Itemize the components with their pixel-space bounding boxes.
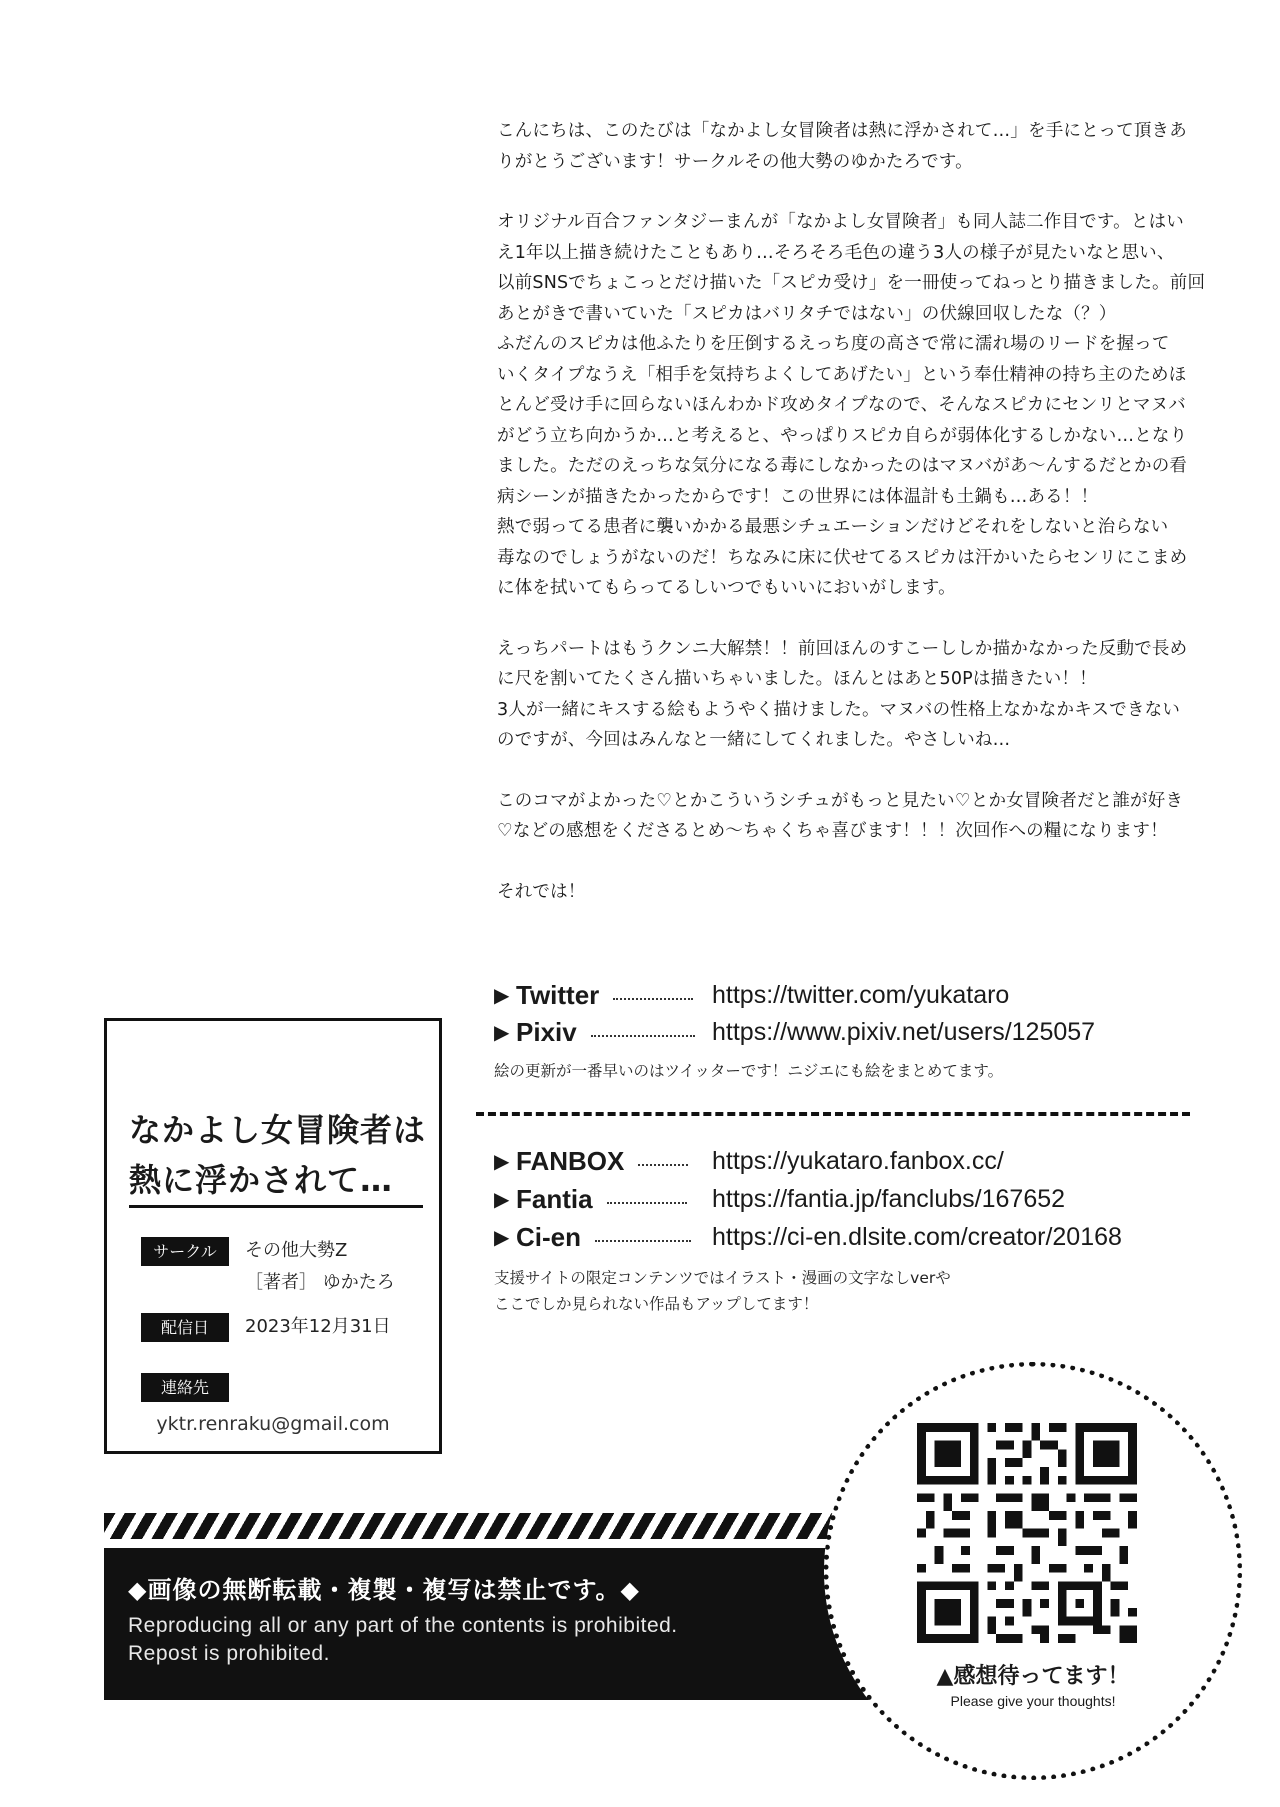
contact-label: 連絡先 bbox=[141, 1373, 229, 1402]
link-url[interactable]: https://www.pixiv.net/users/125057 bbox=[712, 1017, 1096, 1046]
leader-dots bbox=[595, 1232, 691, 1242]
link-name: FANBOX bbox=[516, 1145, 625, 1176]
link-twitter[interactable] bbox=[494, 977, 1234, 1013]
play-triangle-icon: ▶ bbox=[494, 983, 510, 1007]
link-pixiv[interactable] bbox=[494, 1014, 1234, 1050]
link-name: Pixiv bbox=[516, 1016, 577, 1047]
afterword-paragraph-2: オリジナル百合ファンタジーまんが「なかよし女冒険者」も同人誌二作目です。とはい え1年以上描き続けたこともあり…そろそろ毛色の違う3人の様子が見たいなと思い、 以前SNSでちょこっとだけ描いた「スピカ受け」を一冊使ってねっとり描きました。前回 あとがきで書いていた「スピカはバリタチではない」の伏線回収したな（？） ふだんのスピカは他ふたりを圧倒するえっち度の高さで常に濡れ場のリードを握って いくタイプなうえ「相手を気持ちよくしてあげたい」という奉仕精神の持ち主のためほ とんど受け手に回らないほんわかド攻めタイプなので、そんなスピカにセンリとマヌバ がどう立ち向かうか…と考えると、やっぱりスピカ自らが弱体化するしかない…となり ました。ただのえっちな気分になる毒にしなかったのはマヌバがあ〜んするだとかの看 病シーンが描きたかったからです！この世界には体温計も土鍋も…ある！！ 熱で弱ってる患者に襲いかかる最悪シチュエーションだけどそれをしないと治らない 毒なのでしょうがないのだ！ちなみに床に伏せてるスピカは汗かいたらセンリにこまめ に体を拭いてもらってるしいつでもいいにおいがします。 bbox=[497, 212, 1206, 598]
afterword-closing: それでは！ bbox=[497, 881, 586, 902]
link-ci-en[interactable] bbox=[494, 1219, 1234, 1255]
banner-jp: ◆画像の無断転載・複製・複写は禁止です。◆ bbox=[128, 1576, 640, 1604]
circle-value: その他大勢Z bbox=[245, 1240, 348, 1261]
copyright-banner bbox=[104, 1548, 924, 1700]
afterword-paragraph-4: このコマがよかった♡とかこういうシチュがもっと見たい♡とか女冒険者だと誰が好き ♡などの感想をくださるとめ〜ちゃくちゃ喜びます！！！次回作への糧になります！ bbox=[497, 790, 1184, 841]
date-value: 2023年12月31日 bbox=[245, 1316, 391, 1337]
afterword bbox=[497, 116, 1206, 937]
leader-dots bbox=[591, 1027, 695, 1037]
colophon-box bbox=[104, 1018, 442, 1454]
support-note: 支援サイトの限定コンテンツではイラスト・漫画の文字なしverや ここでしか見られない作品もアップしてます！ bbox=[494, 1269, 951, 1313]
afterword-paragraph-3: えっちパートはもうクンニ大解禁！！前回ほんのすこーししか描かなかった反動で長め に尺を割いてたくさん描いちゃいました。ほんとはあと50Pは描きたい！！ 3人が一緒にキスする絵もようやく描けました。マヌバの性格上なかなかキスできない のですが、今回はみんなと一緒にしてくれました。やさしいね… bbox=[497, 638, 1188, 750]
qr-caption-jp: ▲感想待ってます！ bbox=[936, 1664, 1130, 1689]
link-url[interactable]: https://twitter.com/yukataro bbox=[712, 980, 1010, 1009]
hazard-stripes bbox=[104, 1513, 864, 1539]
afterword-paragraph-1: こんにちは、このたびは「なかよし女冒険者は熱に浮かされて…」を手にとって頂きあ りがとうございます！サークルその他大勢のゆかたろです。 bbox=[497, 121, 1187, 172]
play-triangle-icon: ▶ bbox=[494, 1187, 510, 1211]
play-triangle-icon: ▶ bbox=[494, 1020, 510, 1044]
book-title: なかよし女冒険者は 熱に浮かされて… bbox=[129, 1111, 427, 1199]
link-url[interactable]: https://fantia.jp/fanclubs/167652 bbox=[712, 1184, 1066, 1213]
qr-circle bbox=[824, 1362, 1242, 1780]
leader-dots bbox=[607, 1194, 687, 1204]
author-value: ［著者］ ゆかたろ bbox=[245, 1272, 395, 1293]
banner-en-line2: Repost is prohibited. bbox=[128, 1642, 330, 1665]
dashed-divider bbox=[476, 1112, 1190, 1116]
link-name: Twitter bbox=[516, 979, 600, 1010]
sns-note: 絵の更新が一番早いのはツイッターです！ニジエにも絵をまとめてます。 bbox=[494, 1062, 1004, 1080]
date-label: 配信日 bbox=[141, 1313, 229, 1342]
title-divider bbox=[129, 1205, 423, 1208]
link-name: Fantia bbox=[516, 1183, 593, 1214]
circle-label: サークル bbox=[141, 1237, 229, 1266]
link-url[interactable]: https://ci-en.dlsite.com/creator/20168 bbox=[712, 1222, 1122, 1251]
contact-email[interactable]: yktr.renraku@gmail.com bbox=[156, 1413, 390, 1435]
link-fanbox[interactable] bbox=[494, 1143, 1234, 1179]
leader-dots bbox=[613, 990, 693, 1000]
qr-caption-en: Please give your thoughts! bbox=[950, 1693, 1116, 1709]
play-triangle-icon: ▶ bbox=[494, 1149, 510, 1173]
link-fantia[interactable] bbox=[494, 1181, 1234, 1217]
banner-en-line1: Reproducing all or any part of the contents is prohibited. bbox=[128, 1614, 678, 1637]
link-name: Ci-en bbox=[516, 1221, 581, 1252]
qr-code-icon[interactable] bbox=[917, 1423, 1137, 1643]
play-triangle-icon: ▶ bbox=[494, 1225, 510, 1249]
link-url[interactable]: https://yukataro.fanbox.cc/ bbox=[712, 1146, 1004, 1175]
leader-dots bbox=[638, 1156, 688, 1166]
